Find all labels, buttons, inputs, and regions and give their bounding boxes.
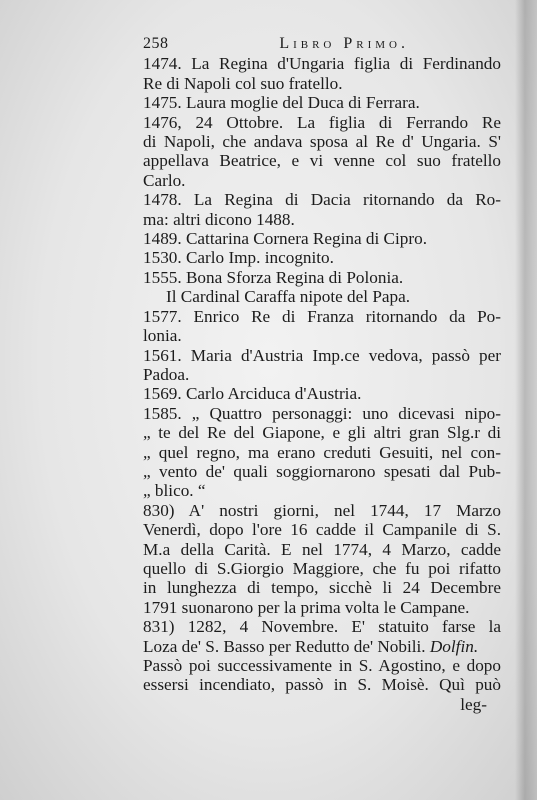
text-line: di Napoli, che andava sposa al Re d' Ungaria. S' <box>143 132 501 152</box>
text-line: 1530. Carlo Imp. incognito. <box>143 248 334 268</box>
text-line: 1791 suonarono per la prima volta le Campane. <box>143 597 470 617</box>
text-line: 1478. La Regina di Dacia ritornando da Ro- <box>143 190 501 210</box>
page-number: 258 <box>143 35 169 52</box>
catchword: leg- <box>460 694 487 714</box>
text-line: Re di Napoli col suo fratello. <box>143 73 343 93</box>
text-line <box>143 637 501 656</box>
page-gutter-shadow <box>515 0 537 800</box>
text-line: 831) 1282, 4 Novembre. E' statuito farse la <box>143 617 501 637</box>
text-line: „ vento de' quali soggiornarono spesati dal Pub- <box>143 461 501 481</box>
text-line: 830) A' nostri giorni, nel 1744, 17 Marzo <box>143 500 501 520</box>
text-line: 1489. Cattarina Cornera Regina di Cipro. <box>143 229 428 249</box>
italic-source: Dolfin. <box>429 636 479 656</box>
text-line: 1585. „ Quattro personaggi: uno dicevasi nipo- <box>143 403 501 423</box>
running-title: Libro Primo. <box>279 35 409 52</box>
text-line: Padoa. <box>143 364 190 384</box>
text-line: 1555. Bona Sforza Regina di Polonia. <box>143 267 404 287</box>
text-line: lonia. <box>143 326 182 346</box>
text-line: appellava Beatrice, e vi venne col suo fratello <box>143 151 501 171</box>
text-line: essersi incendiato, passò in S. Moisè. Quì può <box>143 675 501 695</box>
text-line: Il Cardinal Caraffa nipote del Papa. <box>166 287 411 307</box>
text-line: 1561. Maria d'Austria Imp.ce vedova, passò per <box>143 345 501 365</box>
text-line: quello di S.Giorgio Maggiore, che fu poi rifatto <box>143 558 501 578</box>
text-line: ma: altri dicono 1488. <box>143 209 295 229</box>
text-line: „ te del Re del Giapone, e gli altri gran Slg.r di <box>143 423 501 443</box>
text-line: Carlo. <box>143 170 186 190</box>
text-line: 1577. Enrico Re di Franza ritornando da Po- <box>143 306 501 326</box>
text-line: Passò poi successivamente in S. Agostino, e dopo <box>143 656 501 675</box>
text-line-span: Loza de' S. Basso per Redutto de' Nobili. <box>143 636 426 656</box>
text-line: 1569. Carlo Arciduca d'Austria. <box>143 384 362 404</box>
text-line: Venerdì, dopo l'ore 16 cadde il Campanile di S. <box>143 520 501 540</box>
text-line: „ blico. “ <box>143 481 206 501</box>
text-line: 1476, 24 Ottobre. La figlia di Ferrando Re <box>143 112 501 132</box>
text-line: 1474. La Regina d'Ungaria figlia di Ferdinando <box>143 54 501 74</box>
text-line: M.a della Carità. E nel 1774, 4 Marzo, cadde <box>143 539 501 559</box>
text-line: „ quel regno, ma erano creduti Gesuiti, nel con- <box>143 442 501 462</box>
text-line: 1475. Laura moglie del Duca di Ferrara. <box>143 93 420 113</box>
page-body <box>143 34 501 714</box>
text-line: in lunghezza di tempo, sicchè li 24 Decembre <box>143 578 501 598</box>
running-header <box>143 34 501 53</box>
